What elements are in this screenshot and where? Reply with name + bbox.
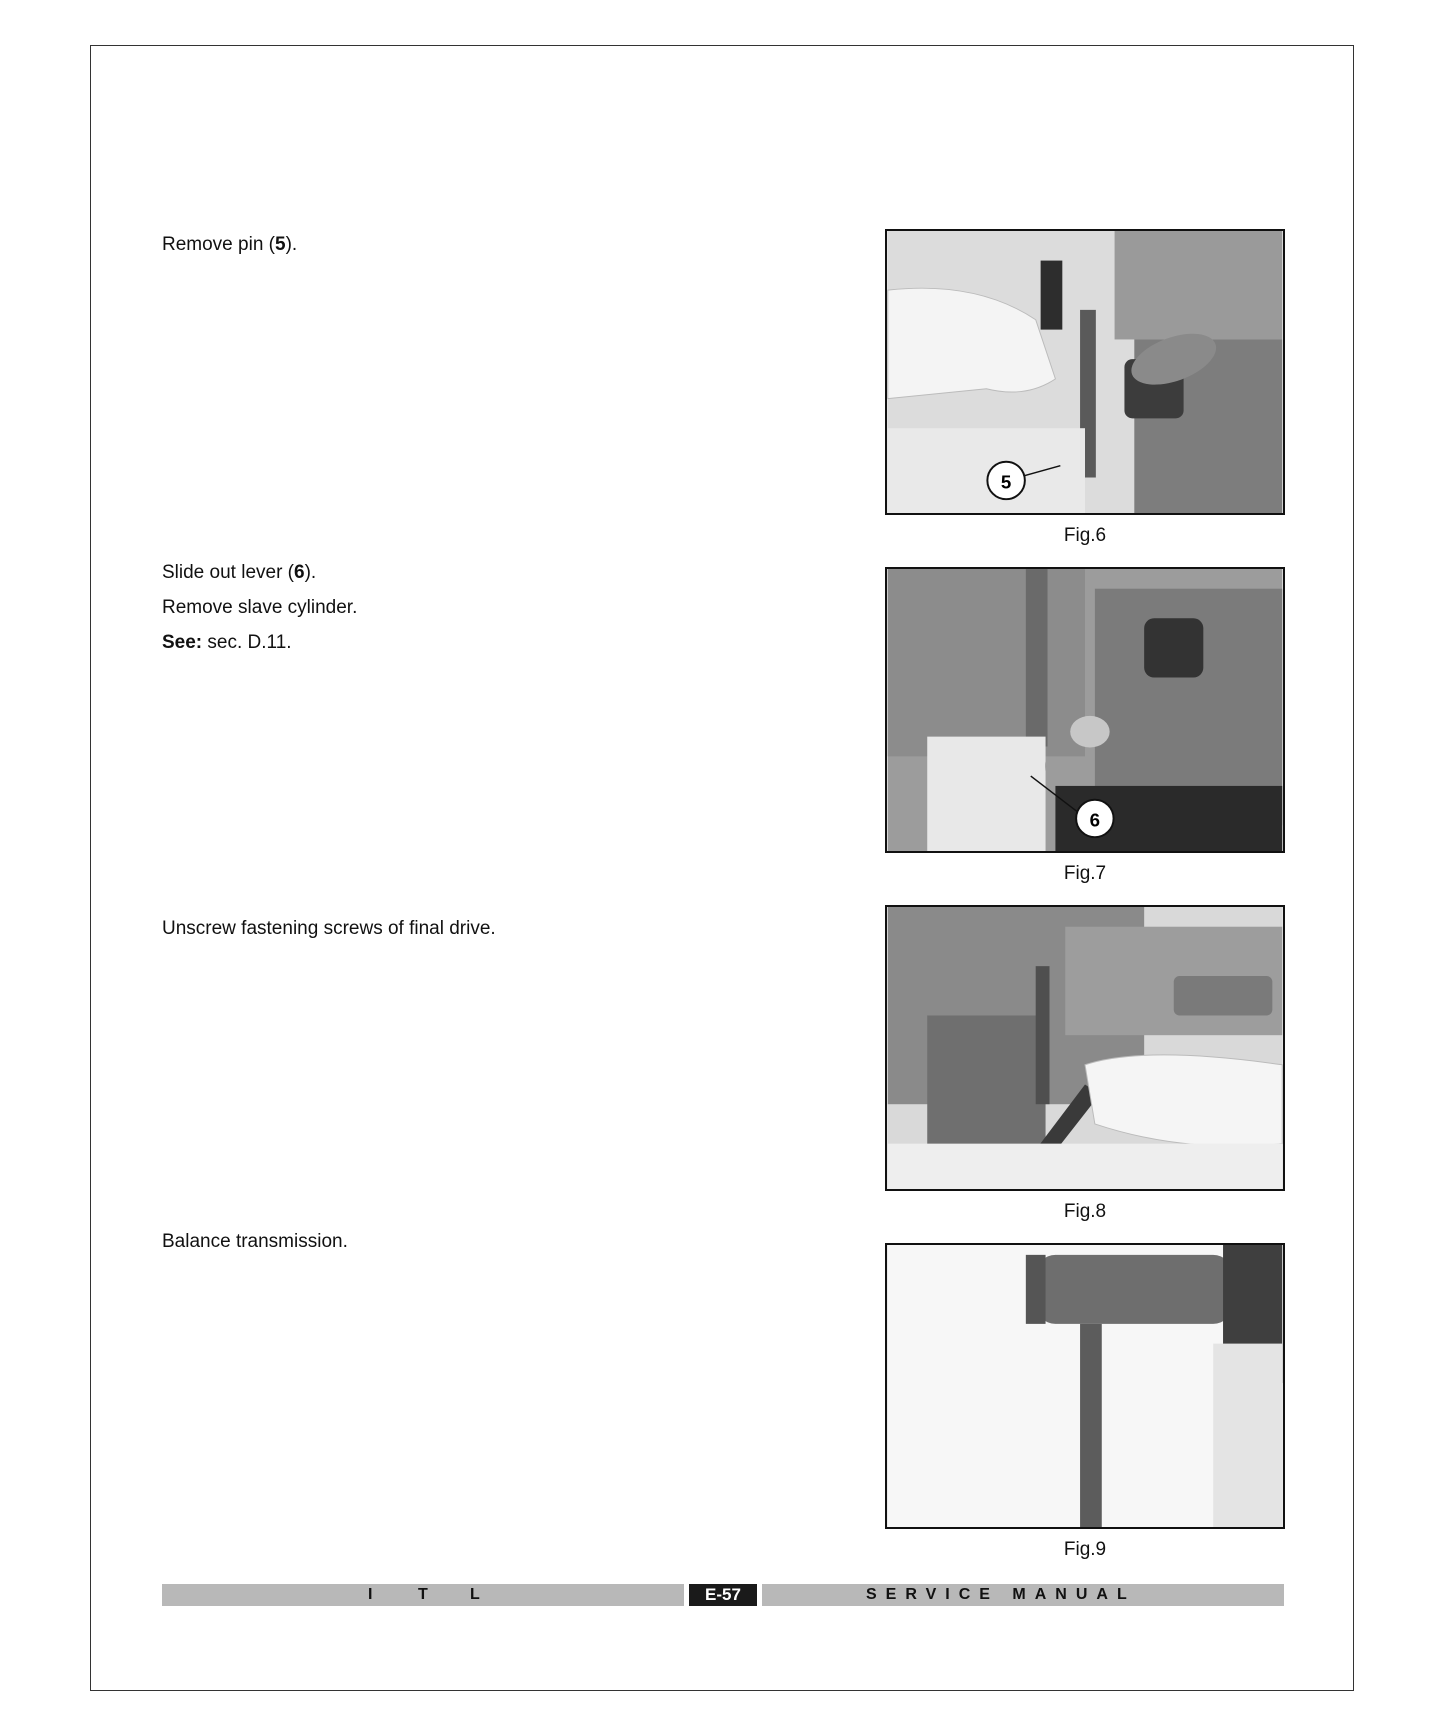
instruction-line: Unscrew fastening screws of final drive.: [162, 918, 496, 939]
figure-8-photo: [885, 905, 1285, 1191]
footer-letter: I: [368, 1586, 373, 1603]
lever-removal-illustration: [887, 569, 1283, 851]
step-remove-pin: [162, 227, 297, 262]
footer-manual-title: SERVICE MANUAL: [762, 1584, 1284, 1606]
reference-line: See: sec. D.11.: [162, 632, 292, 653]
transmission-support-illustration: [887, 1245, 1283, 1527]
figure-6-caption: Fig.6: [1063, 525, 1107, 546]
pin-removal-illustration: [887, 231, 1283, 513]
figure-6-photo: [885, 229, 1285, 515]
instruction-line: Remove slave cylinder.: [162, 597, 358, 618]
figure-8-caption: Fig.8: [1063, 1201, 1107, 1222]
instruction-line: Slide out lever (6).: [162, 562, 317, 583]
footer-left-bar: [162, 1584, 684, 1606]
footer-letter: T: [418, 1586, 428, 1603]
page-number: E-57: [689, 1584, 757, 1606]
callout-5: 5: [1000, 471, 1012, 493]
step-balance-transmission: [162, 1224, 348, 1259]
figure-7-caption: Fig.7: [1063, 863, 1107, 884]
callout-6: 6: [1089, 809, 1101, 831]
footer-letter: L: [470, 1586, 480, 1603]
step-slide-out-lever: [162, 555, 357, 660]
figure-9-photo: [885, 1243, 1285, 1529]
instruction-line: Remove pin (5).: [162, 234, 298, 255]
final-drive-illustration: [887, 907, 1283, 1189]
instruction-line: Balance transmission.: [162, 1231, 348, 1252]
step-unscrew-final-drive: [162, 911, 496, 946]
figure-7-photo: [885, 567, 1285, 853]
figure-9-caption: Fig.9: [1063, 1539, 1107, 1560]
